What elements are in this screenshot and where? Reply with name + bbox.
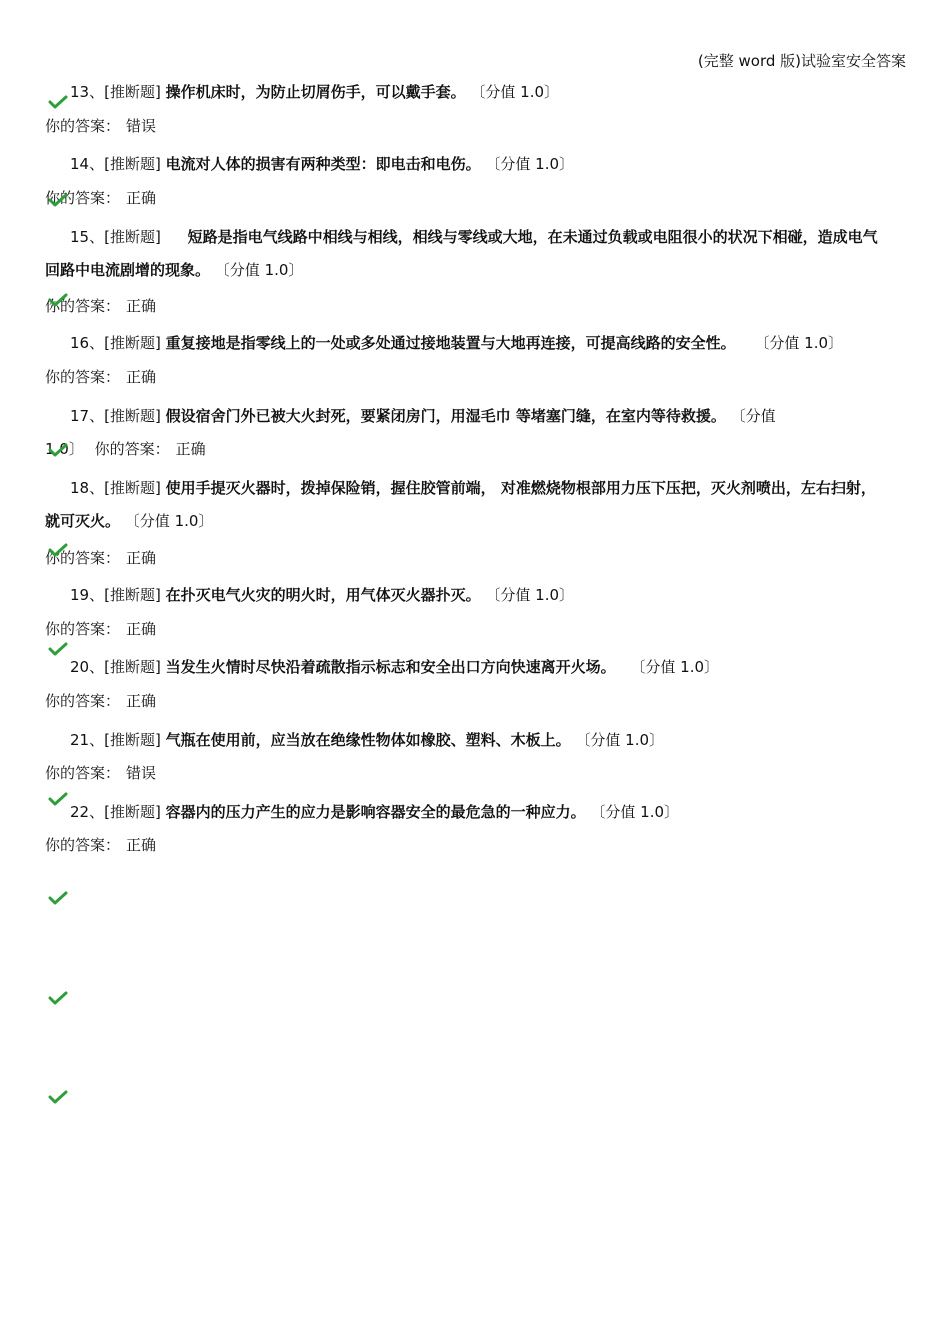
question-18: 18、[推断题] 使用手提灭火器时，拨掉保险销，握住胶管前端， 对准燃烧物根部用力压下压把，灭火剂喷出，左右扫射， <box>70 479 876 497</box>
question-19: 19、[推断题] 在扑灭电气火灾的明火时，用气体灭火器扑灭。 〔分值 1.0〕 <box>70 586 575 604</box>
answer-18: 你的答案： 正确 <box>45 549 157 567</box>
question-stem: 当发生火情时尽快沿着疏散指示标志和安全出口方向快速离开火场。 <box>165 658 616 676</box>
question-17: 17、[推断题] 假设宿舍门外已被大火封死，要紧闭房门，用湿毛巾 等堵塞门缝，在室内等待救援。 〔分值 <box>70 407 776 425</box>
question-15: 15、[推断题] 短路是指电气线路中相线与相线，相线与零线或大地，在未通过负载或电阻很小的状况下相碰，造成电气 <box>70 228 878 246</box>
answer-20: 你的答案： 正确 <box>45 692 157 710</box>
question-14: 14、[推断题] 电流对人体的损害有两种类型：即电击和电伤。 〔分值 1.0〕 <box>70 155 575 173</box>
question-stem: 假设宿舍门外已被大火封死，要紧闭房门，用湿毛巾 等堵塞门缝，在室内等待救援。 <box>165 407 726 425</box>
question-score: 〔分值 1.0〕 <box>470 83 560 101</box>
question-stem: 容器内的压力产生的应力是影响容器安全的最危急的一种应力。 <box>165 803 586 821</box>
question-score: 〔分值 1.0〕 <box>754 334 844 352</box>
answer-21: 你的答案： 错误 <box>45 764 157 782</box>
question-score: 〔分值 <box>730 407 776 425</box>
answer-16: 你的答案： 正确 <box>45 368 157 386</box>
answer-14: 你的答案： 正确 <box>45 189 157 207</box>
question-stem: 在扑灭电气火灾的明火时，用气体灭火器扑灭。 <box>165 586 481 604</box>
question-score: 〔分值 1.0〕 <box>590 803 680 821</box>
question-13: 13、[推断题] 操作机床时，为防止切屑伤手，可以戴手套。 〔分值 1.0〕 <box>70 83 560 101</box>
answer-22: 你的答案： 正确 <box>45 836 157 854</box>
check-icon <box>48 192 68 208</box>
question-score: 〔分值 1.0〕 <box>214 261 304 279</box>
question-16: 16、[推断题] 重复接地是指零线上的一处或多处通过接地装置与大地再连接，可提高线路的安全性。 〔分值 1.0〕 <box>70 334 844 352</box>
question-score: 〔分值 1.0〕 <box>630 658 720 676</box>
question-18-continued: 就可灭火。 〔分值 1.0〕 <box>45 512 214 530</box>
answer-17: 你的答案： <box>94 440 170 458</box>
question-score: 〔分值 1.0〕 <box>575 731 665 749</box>
question-stem: 重复接地是指零线上的一处或多处通过接地装置与大地再连接，可提高线路的安全性。 <box>165 334 736 352</box>
answer-13: 你的答案： 错误 <box>45 117 157 135</box>
question-17-continued: 1.0〕 你的答案： 正确 <box>45 440 206 458</box>
question-stem: 使用手提灭火器时，拨掉保险销，握住胶管前端， 对准燃烧物根部用力压下压把，灭火剂喷出，左右扫射， <box>165 479 876 497</box>
document-header: (完整 word 版)试验室安全答案 <box>697 52 906 70</box>
question-stem: 短路是指电气线路中相线与相线，相线与零线或大地，在未通过负载或电阻很小的状况下相碰，造成电气 <box>187 228 878 246</box>
check-icon <box>48 542 68 558</box>
question-stem: 气瓶在使用前，应当放在绝缘性物体如橡胶、塑料、木板上。 <box>165 731 571 749</box>
question-score: 〔分值 1.0〕 <box>124 512 214 530</box>
question-22: 22、[推断题] 容器内的压力产生的应力是影响容器安全的最危急的一种应力。 〔分值 1.0〕 <box>70 803 680 821</box>
check-icon <box>48 890 68 906</box>
question-21: 21、[推断题] 气瓶在使用前，应当放在绝缘性物体如橡胶、塑料、木板上。 〔分值 1.0〕 <box>70 731 665 749</box>
question-20: 20、[推断题] 当发生火情时尽快沿着疏散指示标志和安全出口方向快速离开火场。 〔分值 1.0〕 <box>70 658 720 676</box>
check-icon <box>48 94 68 110</box>
check-icon <box>48 990 68 1006</box>
check-icon <box>48 1089 68 1105</box>
question-stem: 电流对人体的损害有两种类型：即电击和电伤。 <box>165 155 481 173</box>
check-icon <box>48 442 68 458</box>
question-stem: 操作机床时，为防止切屑伤手，可以戴手套。 <box>165 83 466 101</box>
check-icon <box>48 791 68 807</box>
question-15-continued: 回路中电流剧增的现象。 〔分值 1.0〕 <box>45 261 304 279</box>
answer-15: 你的答案： 正确 <box>45 297 157 315</box>
answer-19: 你的答案： 正确 <box>45 620 157 638</box>
check-icon <box>48 641 68 657</box>
question-score: 〔分值 1.0〕 <box>485 586 575 604</box>
check-icon <box>48 292 68 308</box>
question-score: 〔分值 1.0〕 <box>485 155 575 173</box>
